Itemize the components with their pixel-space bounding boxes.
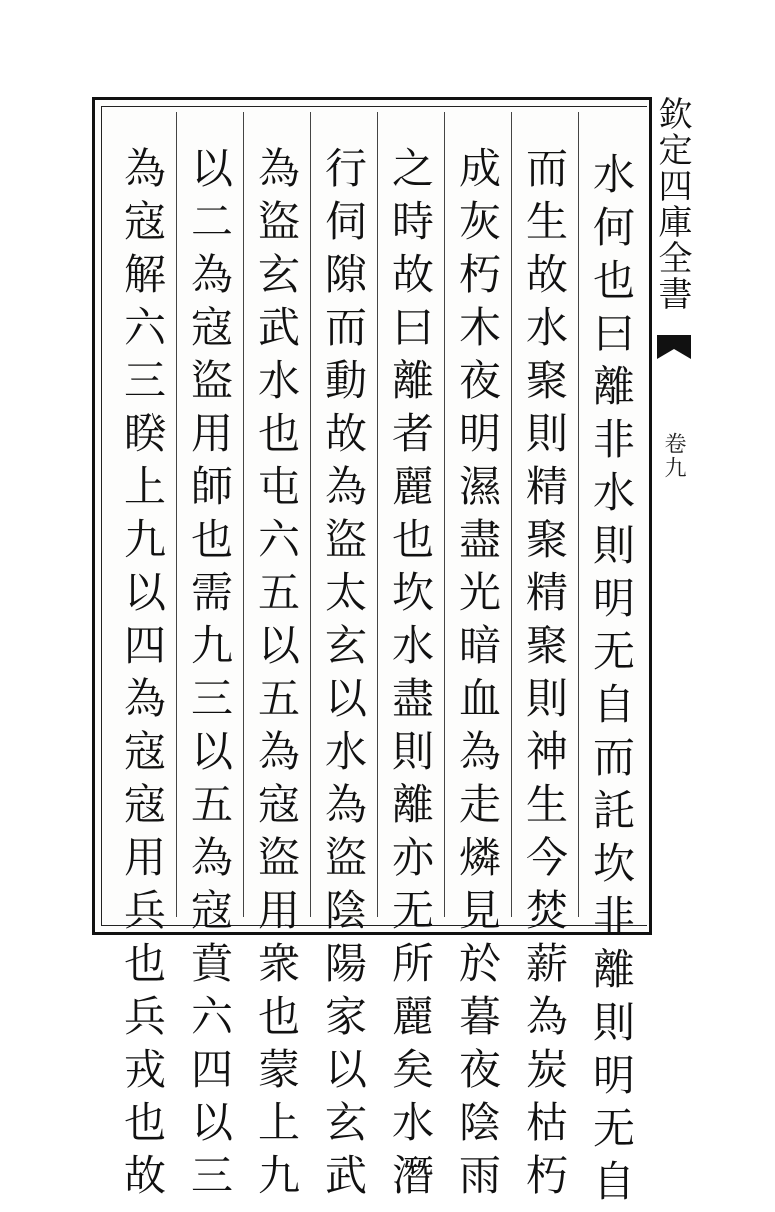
text-column-7: 以二為寇盜用師也需九三以五為寇賁六四以三 — [185, 146, 234, 1206]
text-column-2: 而生故水聚則精聚精聚則神生今焚薪為炭枯朽 — [520, 146, 569, 1206]
text-column-6: 為盜玄武水也屯六五以五為寇盜用衆也蒙上九 — [252, 146, 301, 1206]
column-rule — [578, 112, 579, 917]
column-rule — [377, 112, 378, 917]
text-column-5: 行伺隙而動故為盜太玄以水為盜陰陽家以玄武 — [319, 146, 368, 1206]
text-column-1: 水何也曰離非水則明无自而託坎非離則明无自 — [587, 152, 636, 1212]
column-rule — [511, 112, 512, 917]
text-column-4: 之時故曰離者麗也坎水盡則離亦无所麗矣水潛 — [386, 146, 435, 1206]
margin-volume: 卷九 — [661, 432, 686, 480]
column-rule — [176, 112, 177, 917]
column-rule — [310, 112, 311, 917]
text-column-3: 成灰朽木夜明濕盡光暗血為走燐見於暮夜陰雨 — [453, 146, 502, 1206]
column-rule — [243, 112, 244, 917]
margin-book-title: 欽定四庫全書 — [652, 96, 692, 312]
column-rule — [444, 112, 445, 917]
fishtail-mark — [657, 333, 691, 361]
text-column-8: 為寇解六三睽上九以四為寇寇用兵也兵戎也故 — [118, 146, 167, 1206]
